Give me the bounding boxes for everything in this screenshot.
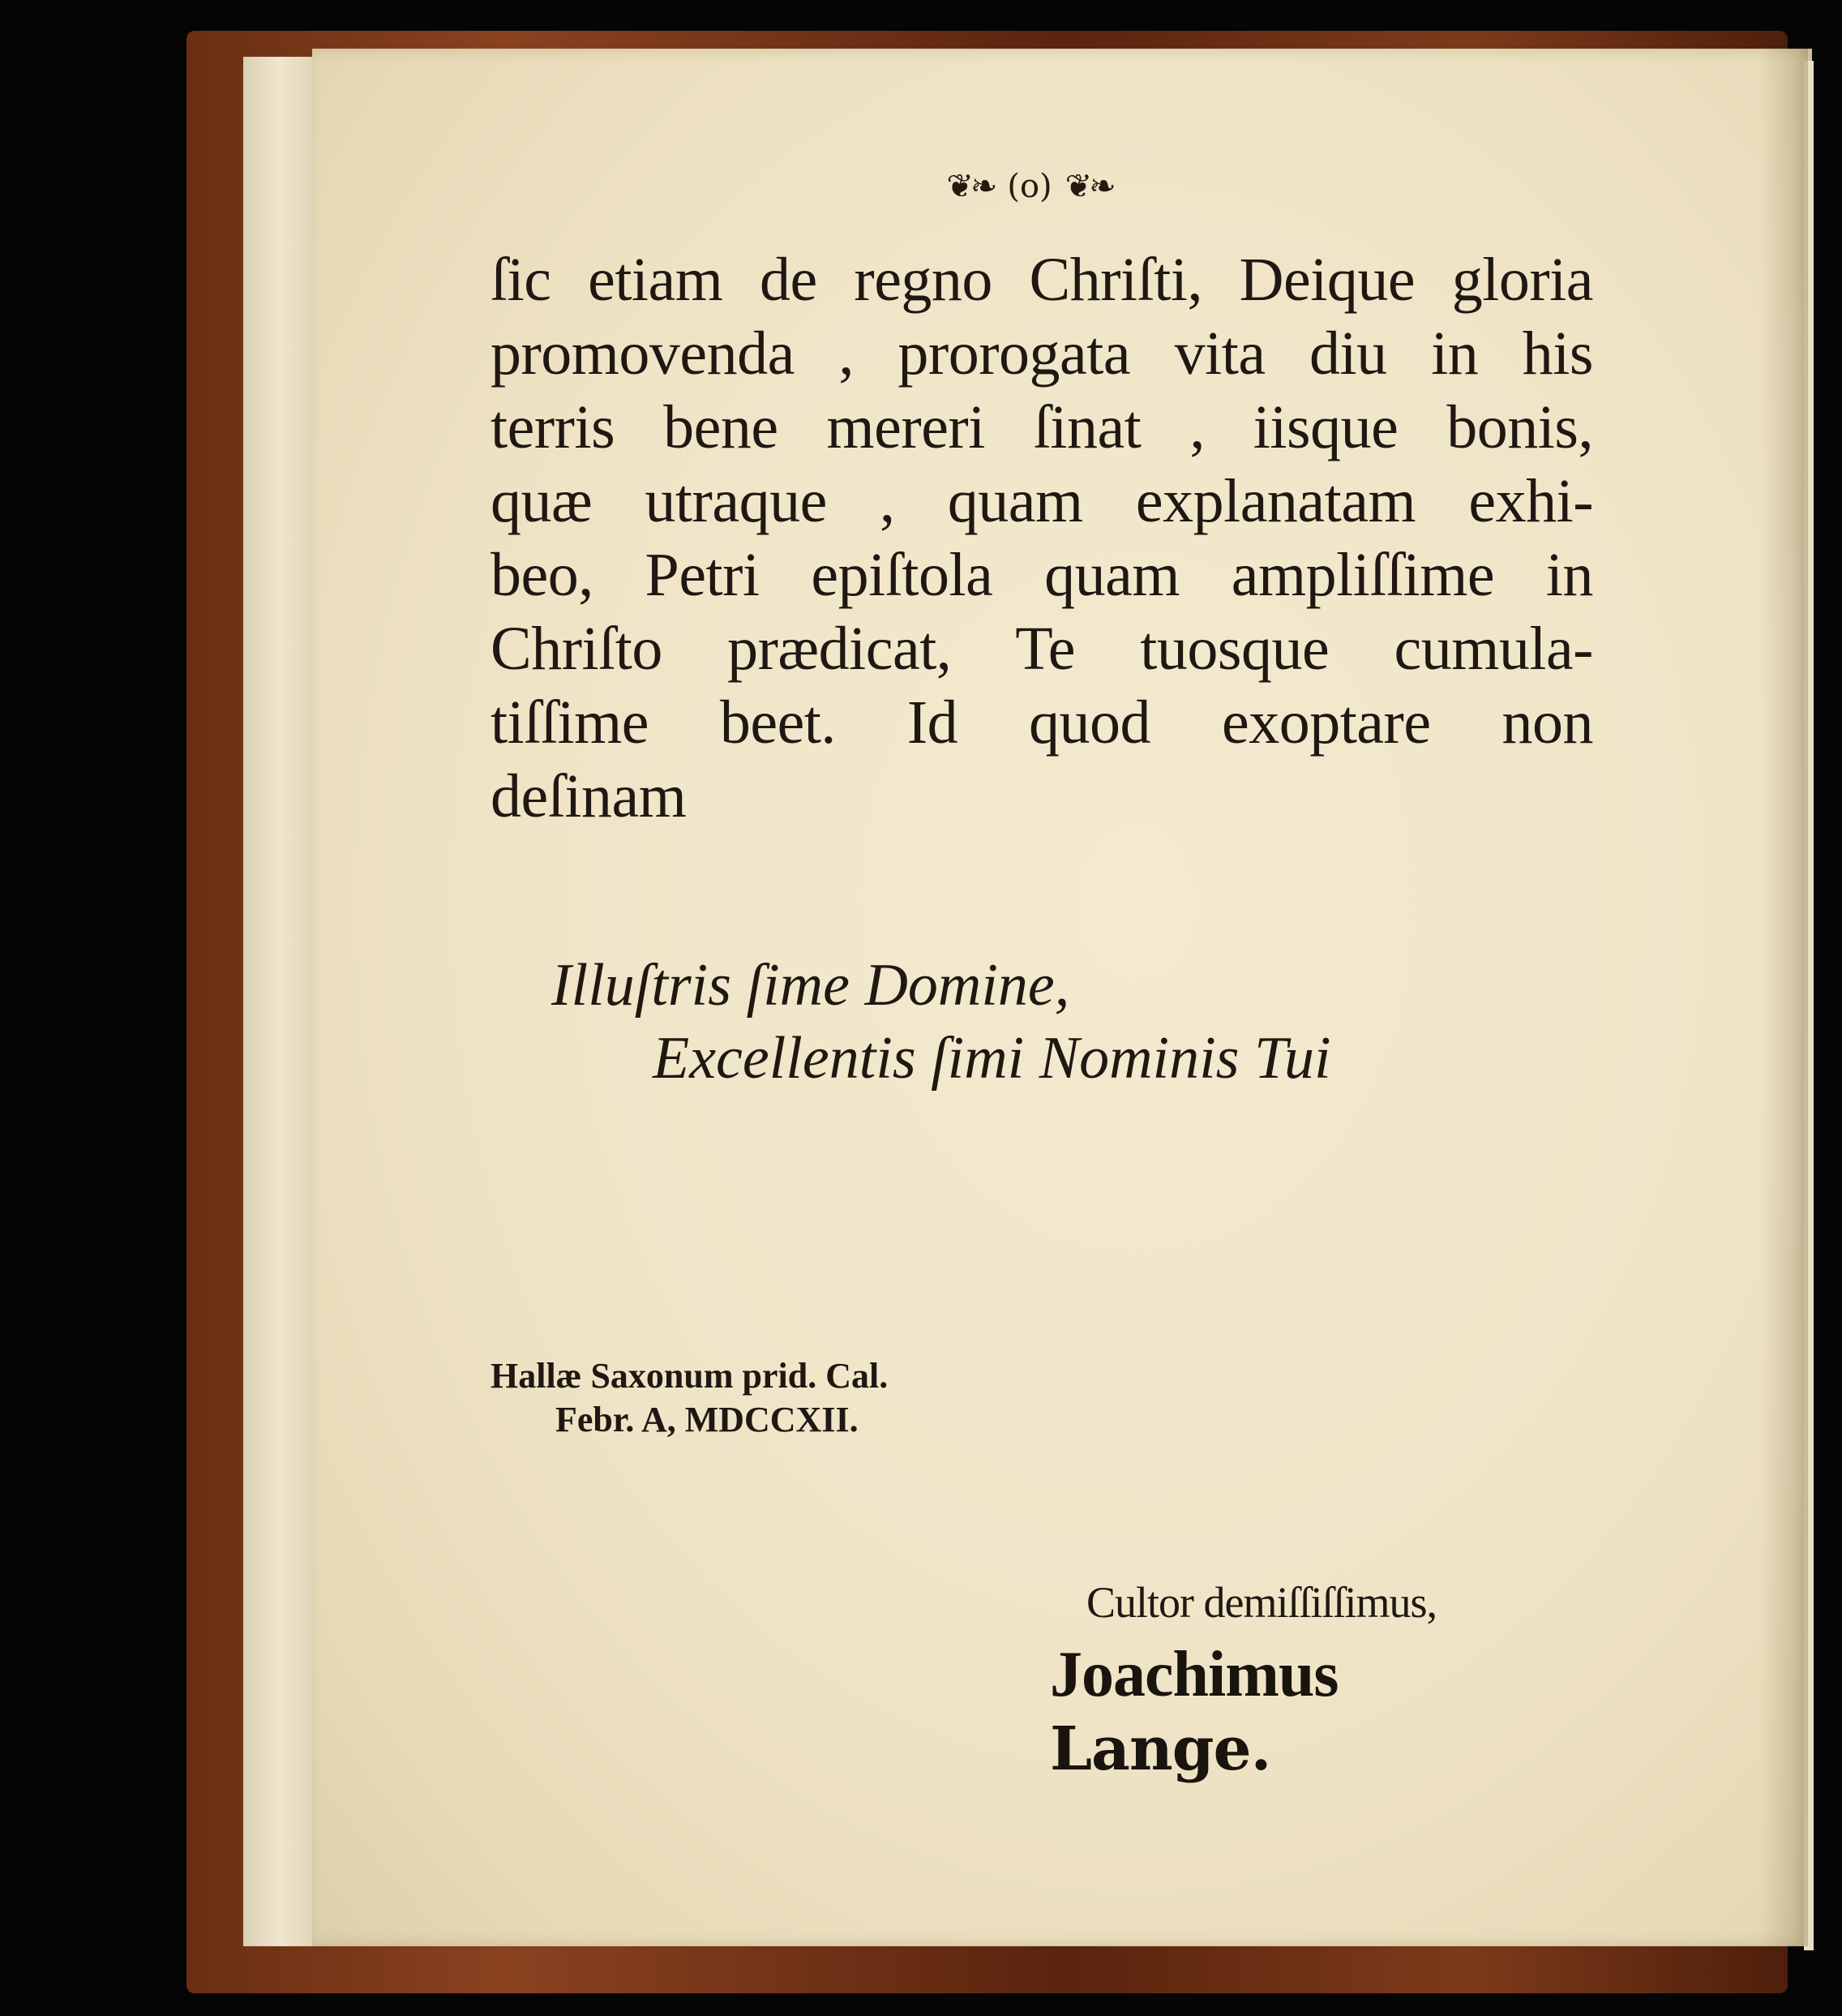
salutation-line-1: Illuſtris ſime Domine, [551, 952, 1070, 1019]
body-line: beo, Petri epiſtola quam ampliſſime in [490, 541, 1593, 609]
signature-last-name: Lange. [1050, 1714, 1271, 1784]
body-line: ſic etiam de regno Chriſti, Deique gloria [490, 246, 1593, 314]
body-line: Chriſto prædicat, Te tuosque cumula- [490, 615, 1593, 683]
page-header [916, 162, 1143, 211]
salutation-line-2: Excellentis ſimi Nominis Tui [653, 1025, 1331, 1092]
dateline [490, 1354, 977, 1442]
ornament-right-icon: ❦❧ [1065, 168, 1113, 205]
signature-name [1050, 1638, 1569, 1786]
salutation [551, 949, 1524, 1095]
body-line: tiſſime beet. Id quod exoptare non [490, 688, 1593, 757]
ornament-left-icon: ❦❧ [946, 168, 995, 205]
body-line: deſinam [490, 762, 687, 830]
page-marker: (o) [1007, 168, 1052, 205]
signature-title: Cultor demiſſiſſimus, [1086, 1578, 1437, 1627]
dateline-place: Hallæ Saxonum prid. Cal. [490, 1356, 889, 1396]
gutter-shadow [1759, 49, 1808, 1946]
body-line: promovenda , prorogata vita diu in his [490, 320, 1593, 388]
body-line: quæ utraque , quam explanatam exhi- [490, 467, 1593, 535]
dateline-date: Febr. A, MDCCXII. [555, 1400, 859, 1439]
body-line: terris bene mereri ſinat , iisque bonis, [490, 393, 1593, 461]
signature-first-name: Joachimus [1050, 1639, 1339, 1710]
body-paragraph [490, 243, 1593, 834]
